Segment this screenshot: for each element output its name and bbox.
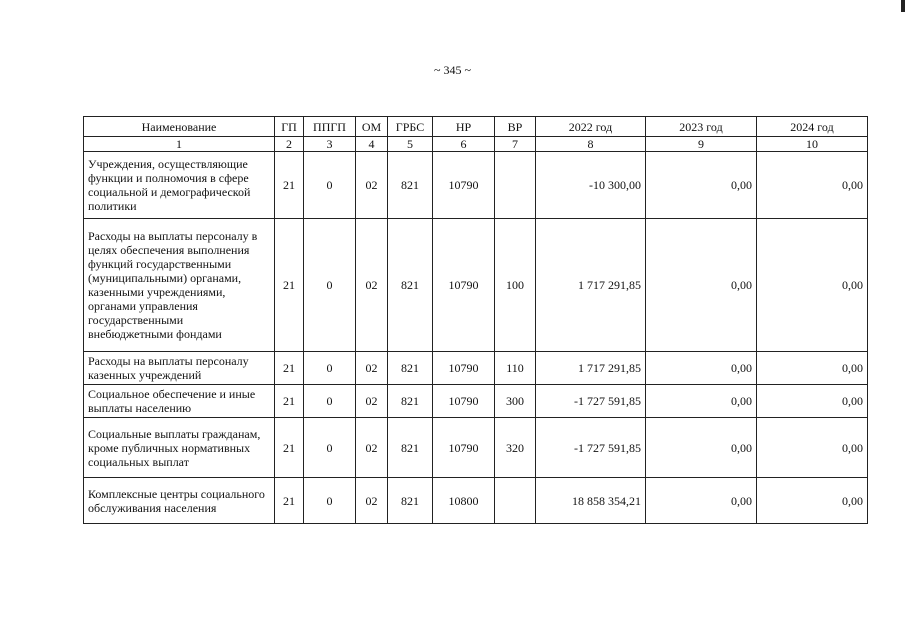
header-cell: Наименование [84,117,275,137]
amount-2022-cell: -1 727 591,85 [536,385,646,418]
amount-2024-cell: 0,00 [757,418,868,478]
ppgp-cell: 0 [304,219,356,352]
budget-table [83,116,868,524]
column-number-row [84,137,868,152]
gp-cell: 21 [275,418,304,478]
om-cell: 02 [356,478,388,524]
amount-2023-cell: 0,00 [646,418,757,478]
header-cell: 2023 год [646,117,757,137]
gp-cell: 21 [275,478,304,524]
vr-cell [495,478,536,524]
amount-2023-cell: 0,00 [646,385,757,418]
header-cell: 2022 год [536,117,646,137]
row-name: Социальное обеспечение и иные выплаты населению [84,385,275,418]
row-name: Социальные выплаты гражданам, кроме публичных нормативных социальных выплат [84,418,275,478]
ppgp-cell: 0 [304,385,356,418]
table-row [84,385,868,418]
amount-2024-cell: 0,00 [757,352,868,385]
column-number: 5 [388,137,433,152]
gp-cell: 21 [275,219,304,352]
row-name: Комплексные центры социального обслуживания населения [84,478,275,524]
header-cell: ВР [495,117,536,137]
amount-2024-cell: 0,00 [757,219,868,352]
grbs-cell: 821 [388,385,433,418]
grbs-cell: 821 [388,152,433,219]
ppgp-cell: 0 [304,352,356,385]
column-number: 10 [757,137,868,152]
column-number: 9 [646,137,757,152]
vr-cell: 320 [495,418,536,478]
header-cell: ОМ [356,117,388,137]
header-cell: 2024 год [757,117,868,137]
grbs-cell: 821 [388,418,433,478]
header-cell: ППГП [304,117,356,137]
column-number: 4 [356,137,388,152]
om-cell: 02 [356,352,388,385]
vr-cell: 300 [495,385,536,418]
amount-2024-cell: 0,00 [757,152,868,219]
amount-2023-cell: 0,00 [646,152,757,219]
om-cell: 02 [356,152,388,219]
amount-2022-cell: -1 727 591,85 [536,418,646,478]
nr-cell: 10790 [433,219,495,352]
grbs-cell: 821 [388,478,433,524]
header-cell: НР [433,117,495,137]
row-name: Расходы на выплаты персоналу казенных учреждений [84,352,275,385]
ppgp-cell: 0 [304,418,356,478]
amount-2023-cell: 0,00 [646,352,757,385]
ppgp-cell: 0 [304,152,356,219]
header-cell: ГП [275,117,304,137]
table-row [84,352,868,385]
table-row [84,219,868,352]
amount-2024-cell: 0,00 [757,478,868,524]
amount-2023-cell: 0,00 [646,478,757,524]
vr-cell [495,152,536,219]
nr-cell: 10790 [433,352,495,385]
vr-cell: 110 [495,352,536,385]
amount-2022-cell: -10 300,00 [536,152,646,219]
gp-cell: 21 [275,152,304,219]
table-row [84,418,868,478]
amount-2024-cell: 0,00 [757,385,868,418]
amount-2022-cell: 1 717 291,85 [536,219,646,352]
om-cell: 02 [356,418,388,478]
grbs-cell: 821 [388,352,433,385]
column-number: 2 [275,137,304,152]
nr-cell: 10800 [433,478,495,524]
om-cell: 02 [356,219,388,352]
column-number: 1 [84,137,275,152]
grbs-cell: 821 [388,219,433,352]
om-cell: 02 [356,385,388,418]
nr-cell: 10790 [433,152,495,219]
column-number: 7 [495,137,536,152]
gp-cell: 21 [275,385,304,418]
row-name: Расходы на выплаты персоналу в целях обеспечения выполнения функций государственными (муниципальными) органами, казенными учреждениями, органами управления государственными внебюджетными фондами [84,219,275,352]
amount-2023-cell: 0,00 [646,219,757,352]
header-row [84,117,868,137]
page-number: ~ 345 ~ [434,63,471,77]
column-number: 3 [304,137,356,152]
vr-cell: 100 [495,219,536,352]
amount-2022-cell: 18 858 354,21 [536,478,646,524]
nr-cell: 10790 [433,385,495,418]
scan-corner-mark [901,0,905,12]
header-cell: ГРБС [388,117,433,137]
gp-cell: 21 [275,352,304,385]
nr-cell: 10790 [433,418,495,478]
table-row [84,152,868,219]
amount-2022-cell: 1 717 291,85 [536,352,646,385]
row-name: Учреждения, осуществляющие функции и полномочия в сфере социальной и демографической политики [84,152,275,219]
column-number: 6 [433,137,495,152]
table-row [84,478,868,524]
ppgp-cell: 0 [304,478,356,524]
column-number: 8 [536,137,646,152]
